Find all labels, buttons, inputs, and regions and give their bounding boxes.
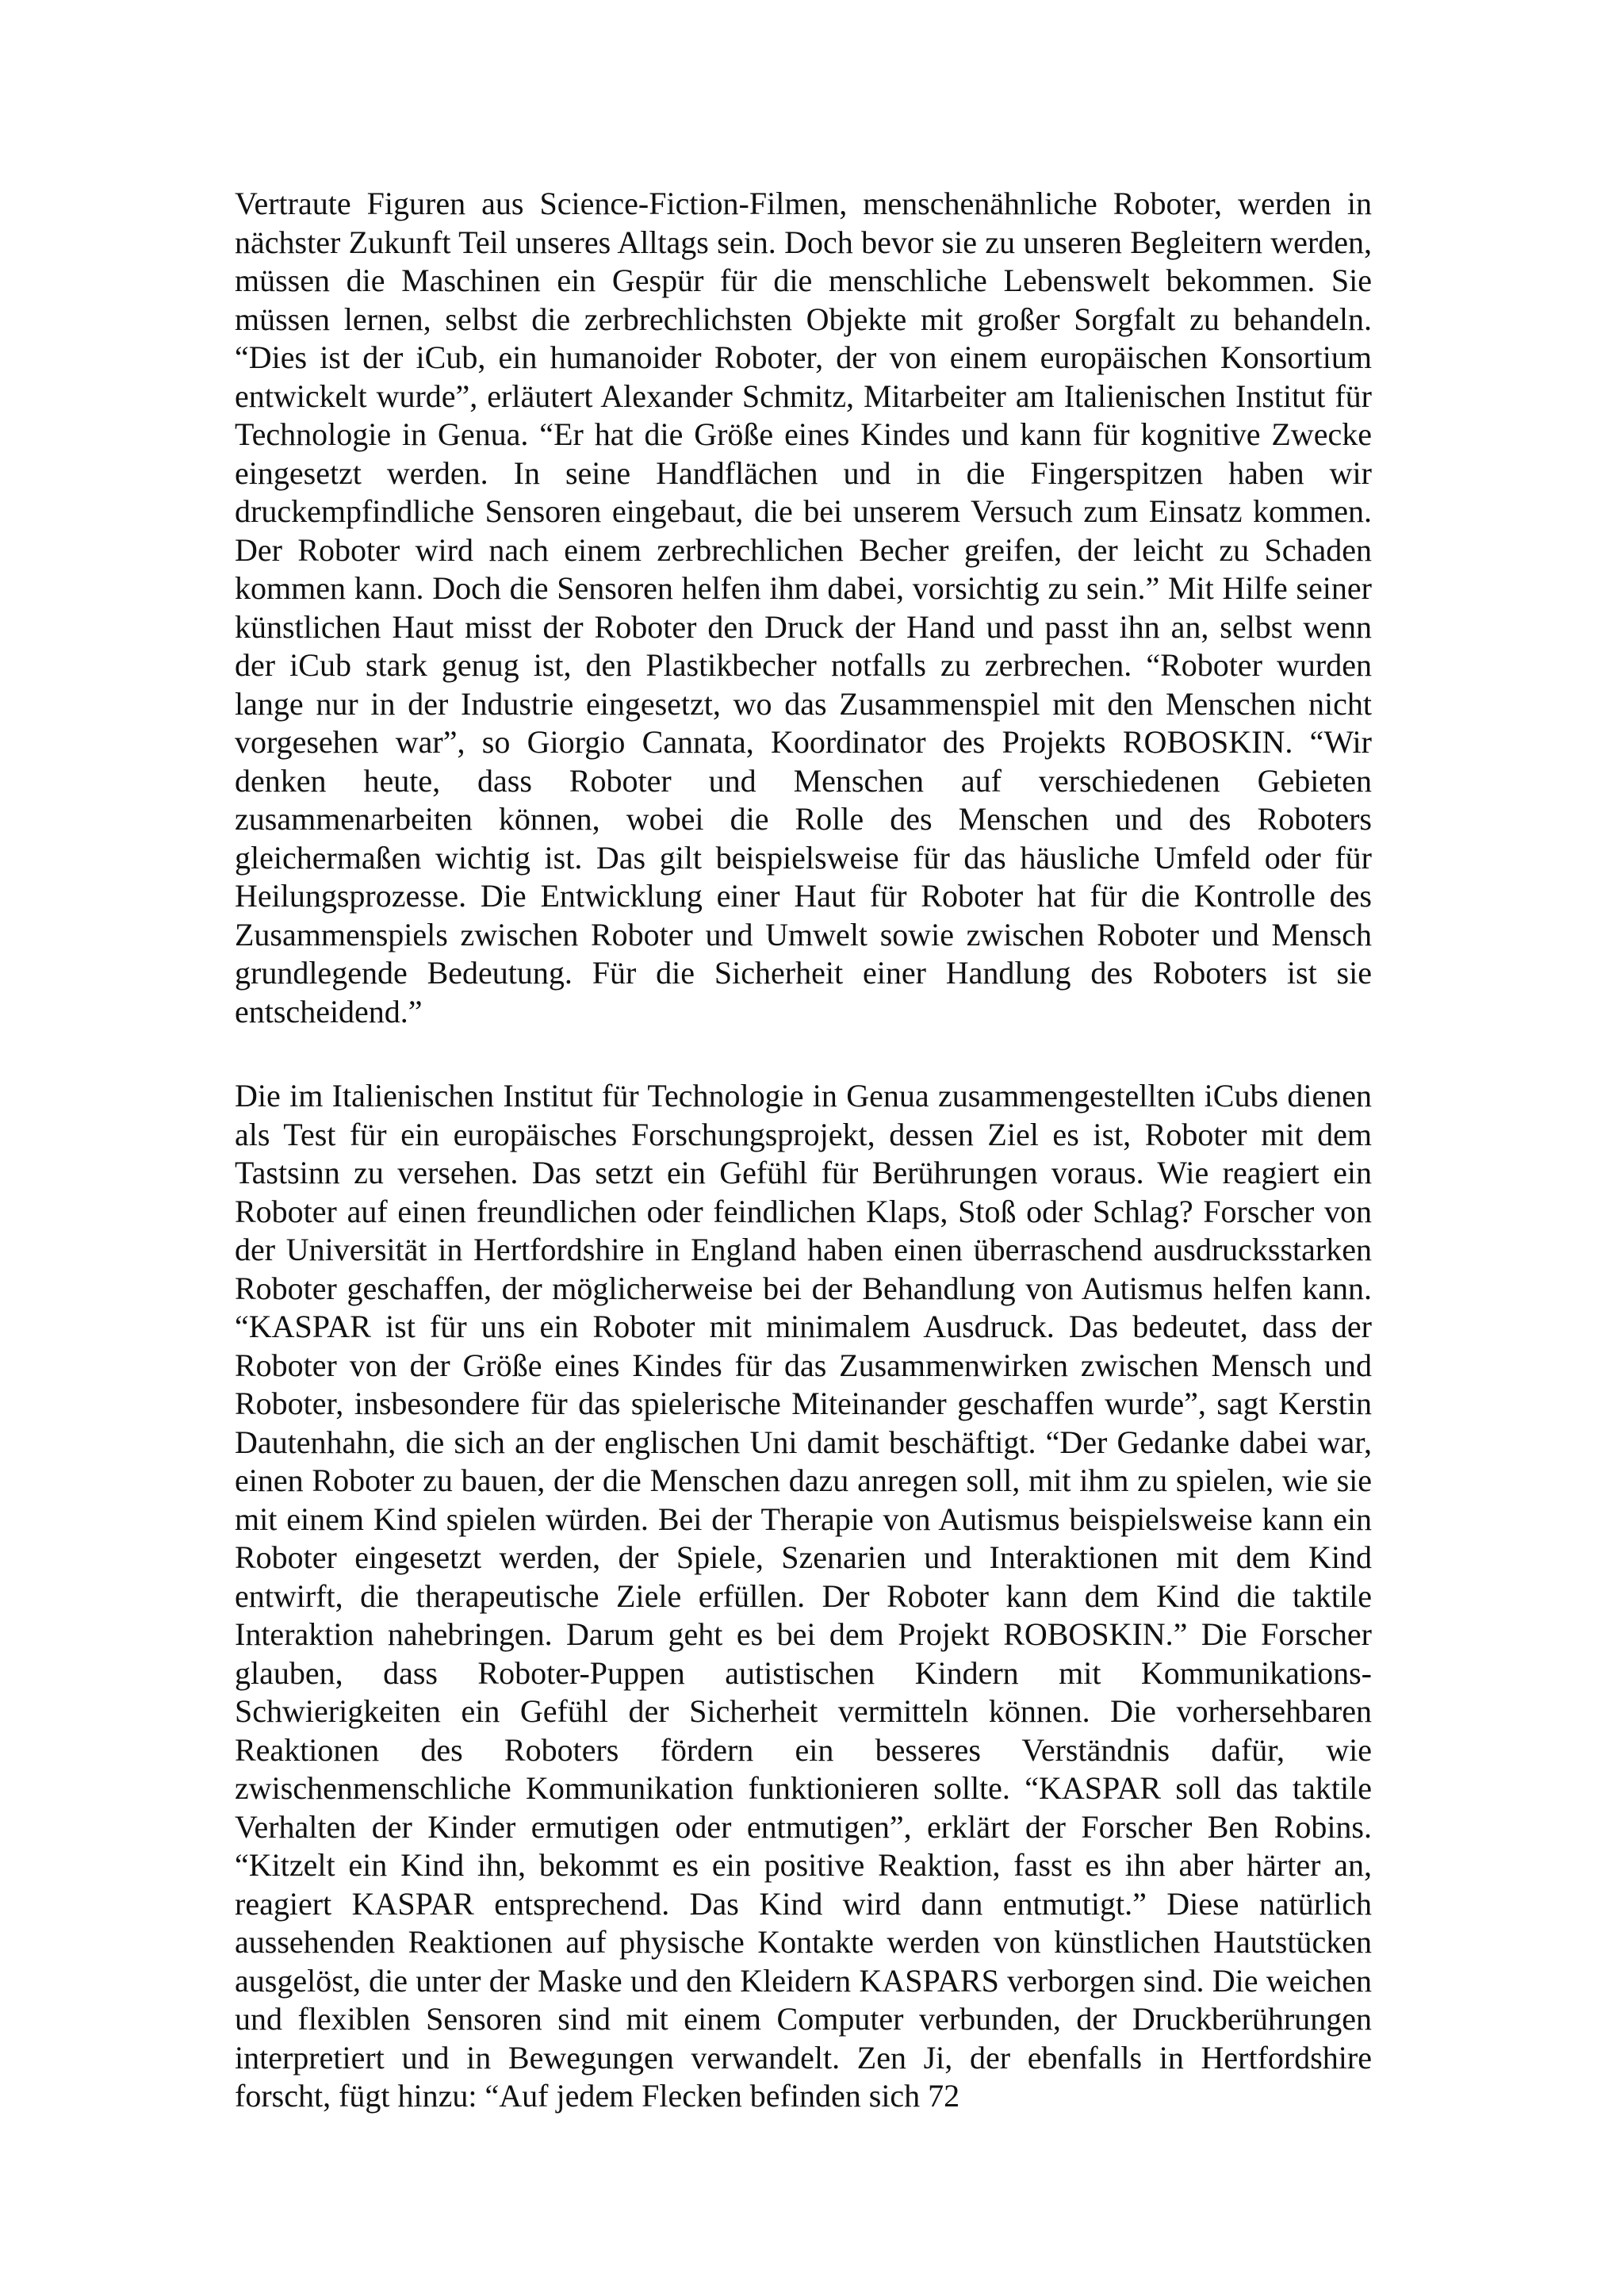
paragraph-2: Die im Italienischen Institut für Technologie in Genua zusammengestellten iCubs dienen als Test für ein europäisches Forschungsprojekt, dessen Ziel es ist, Roboter mit dem Tastsinn zu versehen. Das setzt ein Gefühl für Berührungen voraus. Wie reagiert ein Roboter auf einen freundlichen oder feindlichen Klaps, Stoß oder Schlag? Forscher von der Universität in Hertfordshire in England haben einen überraschend ausdrucksstarken Roboter geschaffen, der möglicherweise bei der Behandlung von Autismus helfen kann. “KASPAR ist für uns ein Roboter mit minimalem Ausdruck. Das bedeutet, dass der Roboter von der Größe eines Kindes für das Zusammenwirken zwischen Mensch und Roboter, insbesondere für das spielerische Miteinander geschaffen wurde”, sagt Kerstin Dautenhahn, die sich an der englischen Uni damit beschäftigt. “Der Gedanke dabei war, einen Roboter zu bauen, der die Menschen dazu anregen soll, mit ihm zu spielen, wie sie mit einem Kind spielen würden. Bei der Therapie von Autismus beispielsweise kann ein Roboter eingesetzt werden, der Spiele, Szenarien und Interaktionen mit dem Kind entwirft, die therapeutische Ziele erfüllen. Der Roboter kann dem Kind die taktile Interaktion nahebringen. Darum geht es bei dem Projekt ROBOSKIN.” Die Forscher glauben, dass Roboter-Puppen autistischen Kindern mit Kommunikations-Schwierigkeiten ein Gefühl der Sicherheit vermitteln können. Die vorhersehbaren Reaktionen des Roboters fördern ein besseres Verständnis dafür, wie zwischenmenschliche Kommunikation funktionieren sollte. “KASPAR soll das taktile Verhalten der Kinder ermutigen oder entmutigen”, erklärt der Forscher Ben Robins. “Kitzelt ein Kind ihn, bekommt es ein positive Reaktion, fasst es ihn aber härter an, reagiert KASPAR entsprechend. Das Kind wird dann entmutigt.” Diese natürlich aussehenden Reaktionen auf physische Kontakte werden von künstlichen Hautstücken ausgelöst, die unter der Maske und den Kleidern KASPARS verborgen sind. Die weichen und flexiblen Sensoren sind mit einem Computer verbunden, der Druckberührungen interpretiert und in Bewegungen verwandelt. Zen Ji, der ebenfalls in Hertfordshire forscht, fügt hinzu: “Auf jedem Flecken befinden sich 72 <box>235 1078 1372 2114</box>
paragraph-1: Vertraute Figuren aus Science-Fiction-Filmen, menschenähnliche Roboter, werden in nächster Zukunft Teil unseres Alltags sein. Doch bevor sie zu unseren Begleitern werden, müssen die Maschinen ein Gespür für die menschliche Lebenswelt bekommen. Sie müssen lernen, selbst die zerbrechlichsten Objekte mit großer Sorgfalt zu behandeln. “Dies ist der iCub, ein humanoider Roboter, der von einem europäischen Konsortium entwickelt wurde”, erläutert Alexander Schmitz, Mitarbeiter am Italienischen Institut für Technologie in Genua. “Er hat die Größe eines Kindes und kann für kognitive Zwecke eingesetzt werden. In seine Handflächen und in die Fingerspitzen haben wir druckempfindliche Sensoren eingebaut, die bei unserem Versuch zum Einsatz kommen. Der Roboter wird nach einem zerbrechlichen Becher greifen, der leicht zu Schaden kommen kann. Doch die Sensoren helfen ihm dabei, vorsichtig zu sein.” Mit Hilfe seiner künstlichen Haut misst der Roboter den Druck der Hand und passt ihn an, selbst wenn der iCub stark genug ist, den Plastikbecher notfalls zu zerbrechen. “Roboter wurden lange nur in der Industrie eingesetzt, wo das Zusammenspiel mit den Menschen nicht vorgesehen war”, so Giorgio Cannata, Koordinator des Projekts ROBOSKIN. “Wir denken heute, dass Roboter und Menschen auf verschiedenen Gebieten zusammenarbeiten können, wobei die Rolle des Menschen und des Roboters gleichermaßen wichtig ist. Das gilt beispielsweise für das häusliche Umfeld oder für Heilungsprozesse. Die Entwicklung einer Haut für Roboter hat für die Kontrolle des Zusammenspiels zwischen Roboter und Umwelt sowie zwischen Roboter und Mensch grundlegende Bedeutung. Für die Sicherheit einer Handlung des Roboters ist sie entscheidend.” <box>235 186 1372 1029</box>
body-text <box>235 185 1372 2116</box>
